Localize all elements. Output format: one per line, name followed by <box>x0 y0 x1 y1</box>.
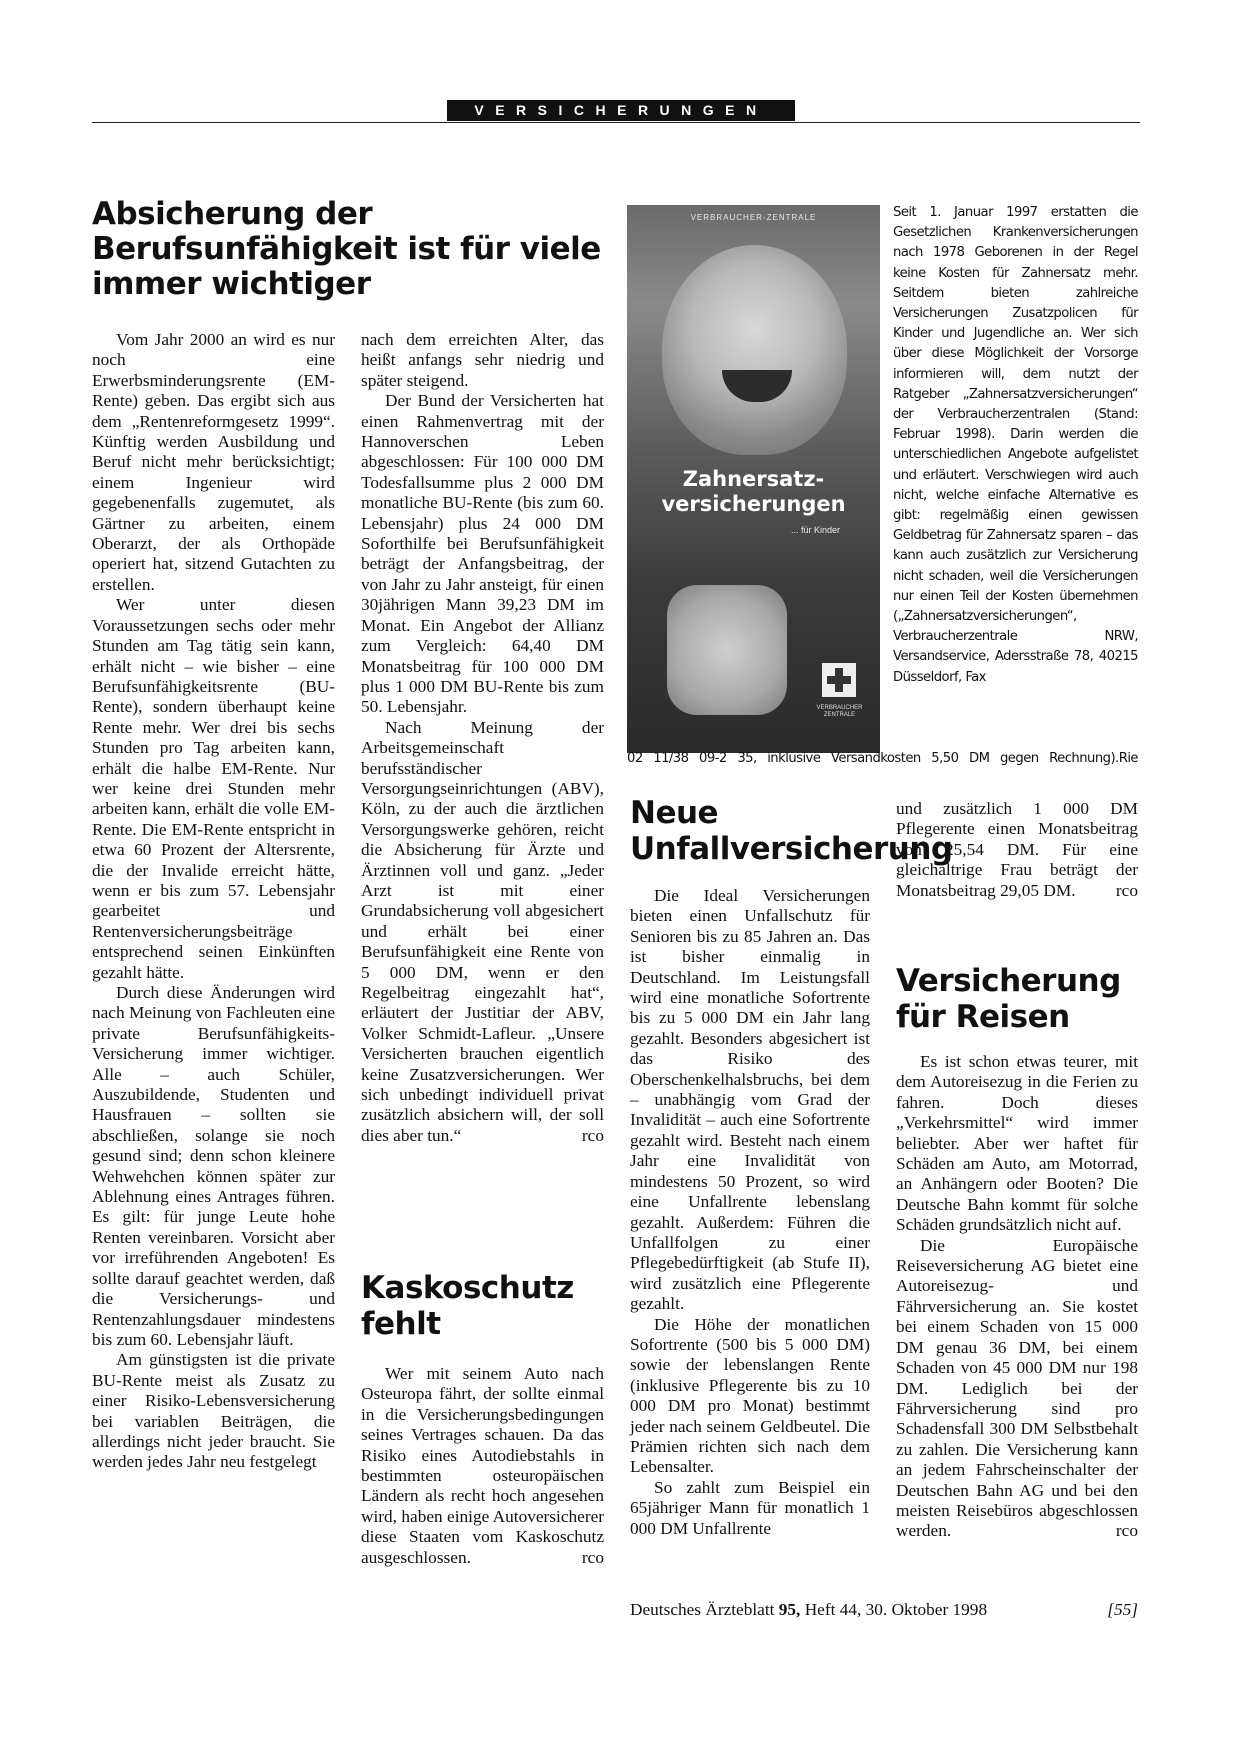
paragraph-text: Wer mit seinem Auto nach Osteuropa fährt, der sollte einmal in die Versicherungsbedingungen seines Vertrages schauen. Da das Risiko eines Autodiebstahls in bestimmten osteuropäischen Ländern als recht hoch angesehen wird, haben einige Autoversicherer diese Staaten vom Kaskoschutz ausgeschlossen. <box>361 1364 604 1567</box>
author-signature: rco <box>1115 880 1138 900</box>
paragraph-text: Die Europäische Reiseversicherung AG bietet eine Autoreisezug- und Fährversicherung an. Sie kostet bei einem Schaden von 15 000 DM genau 36 DM, bei einem Schaden von 45 000 DM nur 198 DM. Lediglich bei der Fährversicherung sind pro Schadensfall 300 DM Selbstbehalt zu zahlen. Die Versicherung kann an jedem Fahrscheinschalter der Deutschen Bahn AG und bei den meisten Reisebüros abgeschlossen werden. <box>896 1235 1138 1541</box>
journal-citation <box>630 1600 987 1620</box>
article2-headline: Kaskoschutz fehlt <box>361 1270 574 1342</box>
article3-continuation <box>896 799 1138 901</box>
paragraph: nach dem erreichten Alter, das heißt anfangs sehr niedrig und später steigend. <box>361 330 604 390</box>
article4-headline: Versicherung für Reisen <box>896 963 1121 1035</box>
journal-issue: Heft 44, 30. Oktober 1998 <box>804 1600 988 1619</box>
journal-name: Deutsches Ärzteblatt <box>630 1600 775 1619</box>
brochure-title-line2: versicherungen <box>661 492 846 516</box>
image-caption: Seit 1. Januar 1997 erstatten die Gesetzlichen Krankenversicherungen nach 1978 Geborenen in der Regel keine Kosten für Zahnersatz mehr. Seitdem bieten zahlreiche Versicherungen Zusatzpolicen für Kinder und Jugendliche an. Wer sich über diese Möglichkeit der Vorsorge informieren will, dem nutzt der Ratgeber „Zahnersatzversicherungen“ der Verbraucherzentralen (Stand: Februar 1998). Darin werden die unterschiedlichen Angebote aufgelistet und erläutert. Verschwiegen wird auch nicht, welche einfache Alternative es gibt: regelmäßig einen gewissen Geldbetrag für Zahnersatz sparen – das kann auch zusätzlich zur Versicherung nicht schaden, weil die Versicherungen nur einen Teil der Kosten übernehmen („Zahnersatzversicherungen“, Verbraucherzentrale NRW, Versandservice, Adersstraße 78, 40215 Düsseldorf, Fax <box>893 205 1138 685</box>
header-rule <box>92 122 1140 123</box>
brochure-top-text: VERBRAUCHER-ZENTRALE <box>690 213 817 222</box>
paragraph: Der Bund der Versicherten hat einen Rahmenvertrag mit der Hannoverschen Leben abgeschlossen: Für 100 000 DM Todesfallsumme plus 2 000 DM monatliche BU-Rente (bis zum 60. Lebensjahr) plus 24 000 DM Soforthilfe bei Berufsunfähigkeit beträgt der Anfangsbeitrag, der von Jahr zu Jahr ansteigt, für einen 30jährigen Mann 39,23 DM im Monat. Ein Angebot der Allianz zum Vergleich: 64,40 DM Monatsbeitrag für 100 000 DM plus 1 000 DM BU-Rente bis zum 50. Lebensjahr. <box>361 391 604 717</box>
paragraph: Wer unter diesen Voraussetzungen sechs oder mehr Stunden am Tag tätig sein kann, erhält nicht – wie bisher – eine Berufsunfähigkeitsrente (BU-Rente), sondern überhaupt keine Rente mehr. Wer drei bis sechs Stunden pro Tag arbeiten kann, erhält die halbe EM-Rente. Nur wer keine drei Stunden mehr arbeiten kann, erhält die volle EM-Rente. Die EM-Rente entspricht in etwa 60 Prozent der Altersrente, die der Invalide erreicht hätte, wenn er bis zum 57. Lebensjahr gearbeitet und Rentenversicherungsbeiträge entsprechend seinen Einkünften gezahlt hätte. <box>92 595 335 982</box>
paragraph <box>896 1236 1138 1542</box>
brochure-title-line1: Zahnersatz- <box>682 467 825 491</box>
logo-caption: VERBRAUCHER ZENTRALE <box>816 705 863 718</box>
paragraph: Vom Jahr 2000 an wird es nur noch eine Erwerbsminderungsrente (EM-Rente) geben. Das ergibt sich aus dem „Rentenreformgesetz 1999“. Künftig werden Ausbildung und Beruf nicht mehr berücksichtigt; einem Ingenieur wird gegebenenfalls zugemutet, als Gärtner zu arbeiten, einem Oberarzt, der als Orthopäde operiert hat, sitzend Gutachten zu erstellen. <box>92 330 335 594</box>
author-signature: rco <box>1115 1521 1138 1541</box>
journal-volume: 95, <box>778 1600 801 1619</box>
paragraph-text: und zusätzlich 1 000 DM Pflegerente einen Monatsbeitrag von 25,54 DM. Für eine gleichaltrige Frau beträgt der Monatsbeitrag 29,05 DM. <box>896 799 1138 900</box>
author-signature: rco <box>581 1125 604 1145</box>
paragraph-text: Nach Meinung der Arbeitsgemeinschaft berufsständischer Versorgungseinrichtungen (ABV), Köln, zu der auch die ärztlichen Versorgungswerke gehören, reicht die Absicherung für Ärzte und Ärztinnen voll und ganz. „Jeder Arzt ist mit einer Grundabsicherung voll abgesichert und erhält bei einer Berufsunfähigkeit eine Rente von 5 000 DM, wenn er den Regelbeitrag eingezahlt hat“, erläutert der Justitiar der ABV, Volker Schmidt-Lafleur. „Unsere Versicherten brauchen eigentlich keine Zusatzversicherungen. Wer sich unbedingt individuell privat zusätzlich absichern will, der soll dies aber tun.“ <box>361 717 604 1145</box>
paragraph: Die Höhe der monatlichen Sofortrente (500 bis 5 000 DM) sowie der lebenslangen Rente (inklusive Pflegerente bis zu 10 000 DM pro Monat) bestimmt jeder nach seinem Geldbeutel. Die Prämien richten sich nach dem Lebensalter. <box>630 1314 870 1477</box>
image-caption-last-line <box>627 749 1138 769</box>
article4-body <box>896 1052 1138 1542</box>
article1-column2 <box>361 330 604 1146</box>
section-label: VERSICHERUNGEN <box>447 100 795 121</box>
article1-column1 <box>92 330 335 1473</box>
caption-signature: Rie <box>1118 751 1138 766</box>
paragraph: Am günstigsten ist die private BU-Rente meist als Zusatz zu einer Risiko-Lebensversicherung bei variablen Beiträgen, die allerdings nicht jeder braucht. Sie werden jedes Jahr neu festgelegt <box>92 1350 335 1472</box>
section-header <box>92 100 1140 124</box>
page-number: [55] <box>1107 1600 1138 1619</box>
article3-body <box>630 886 870 1539</box>
brochure-subtitle: ... für Kinder <box>790 525 840 535</box>
paragraph: Durch diese Änderungen wird nach Meinung von Fachleuten eine private Berufsunfähigkeits-Versicherung immer wichtiger. Alle – auch Schüler, Auszubildende, Studenten und Hausfrauen – sollten sie abschließen, solange sie noch gesund sind; denn schon kleinere Wehwehchen können später zur Ablehnung eines Antrages führen. Es gilt: für junge Leute hohe Renten vereinbaren. Vorsicht aber vor irreführenden Angeboten! Es sollte darauf geachtet werden, daß die Versicherungs- und Rentenzahlungsdauer mindestens bis zum 60. Lebensjahr läuft. <box>92 983 335 1349</box>
paragraph: Die Ideal Versicherungen bieten einen Unfallschutz für Senioren bis zu 85 Jahren an. Das ist bisher einmalig in Deutschland. Im Leistungsfall wird eine monatliche Sofortrente bis zu 5 000 DM ein Jahr lang gezahlt. Besonders abgesichert ist das Risiko des Oberschenkelhalsbruchs, bei dem – unabhängig vom Grad der Invalidität – auch eine Sofortrente gezahlt wird. Besteht nach einem Jahr eine Invalidität von mindestens 50 Prozent, so wird eine Unfallrente lebenslang gezahlt. Außerdem: Führen die Unfallfolgen zu einer Pflegebedürftigkeit (ab Stufe II), wird zusätzlich eine Pflegerente gezahlt. <box>630 886 870 1314</box>
hand-shape <box>667 585 787 715</box>
article1-headline: Absicherung der Berufsunfähigkeit ist für viele immer wichtiger <box>92 196 601 302</box>
paragraph <box>361 718 604 1147</box>
article3-headline: Neue Unfallversicherung <box>630 795 953 867</box>
caption-last-text: 02 11/38 09-2 35, inklusive Versandkosten 5,50 DM gegen Rechnung). <box>627 751 1119 766</box>
brochure-title <box>627 467 880 517</box>
brochure-photo <box>627 205 880 753</box>
child-face-shape <box>662 245 847 455</box>
paragraph <box>896 799 1138 901</box>
paragraph: Es ist schon etwas teurer, mit dem Autoreisezug in die Ferien zu fahren. Doch dieses „Verkehrsmittel“ wird immer beliebter. Aber wer haftet für Schäden am Auto, am Motorrad, an Anhängern oder Booten? Die Deutsche Bahn kommt für solche Schäden grundsätzlich nicht auf. <box>896 1052 1138 1235</box>
article2-body <box>361 1364 604 1568</box>
paragraph: So zahlt zum Beispiel ein 65jähriger Mann für monatlich 1 000 DM Unfallrente <box>630 1477 870 1538</box>
author-signature: rco <box>581 1547 604 1567</box>
consumer-center-logo-icon <box>822 663 856 697</box>
paragraph <box>361 1364 604 1568</box>
